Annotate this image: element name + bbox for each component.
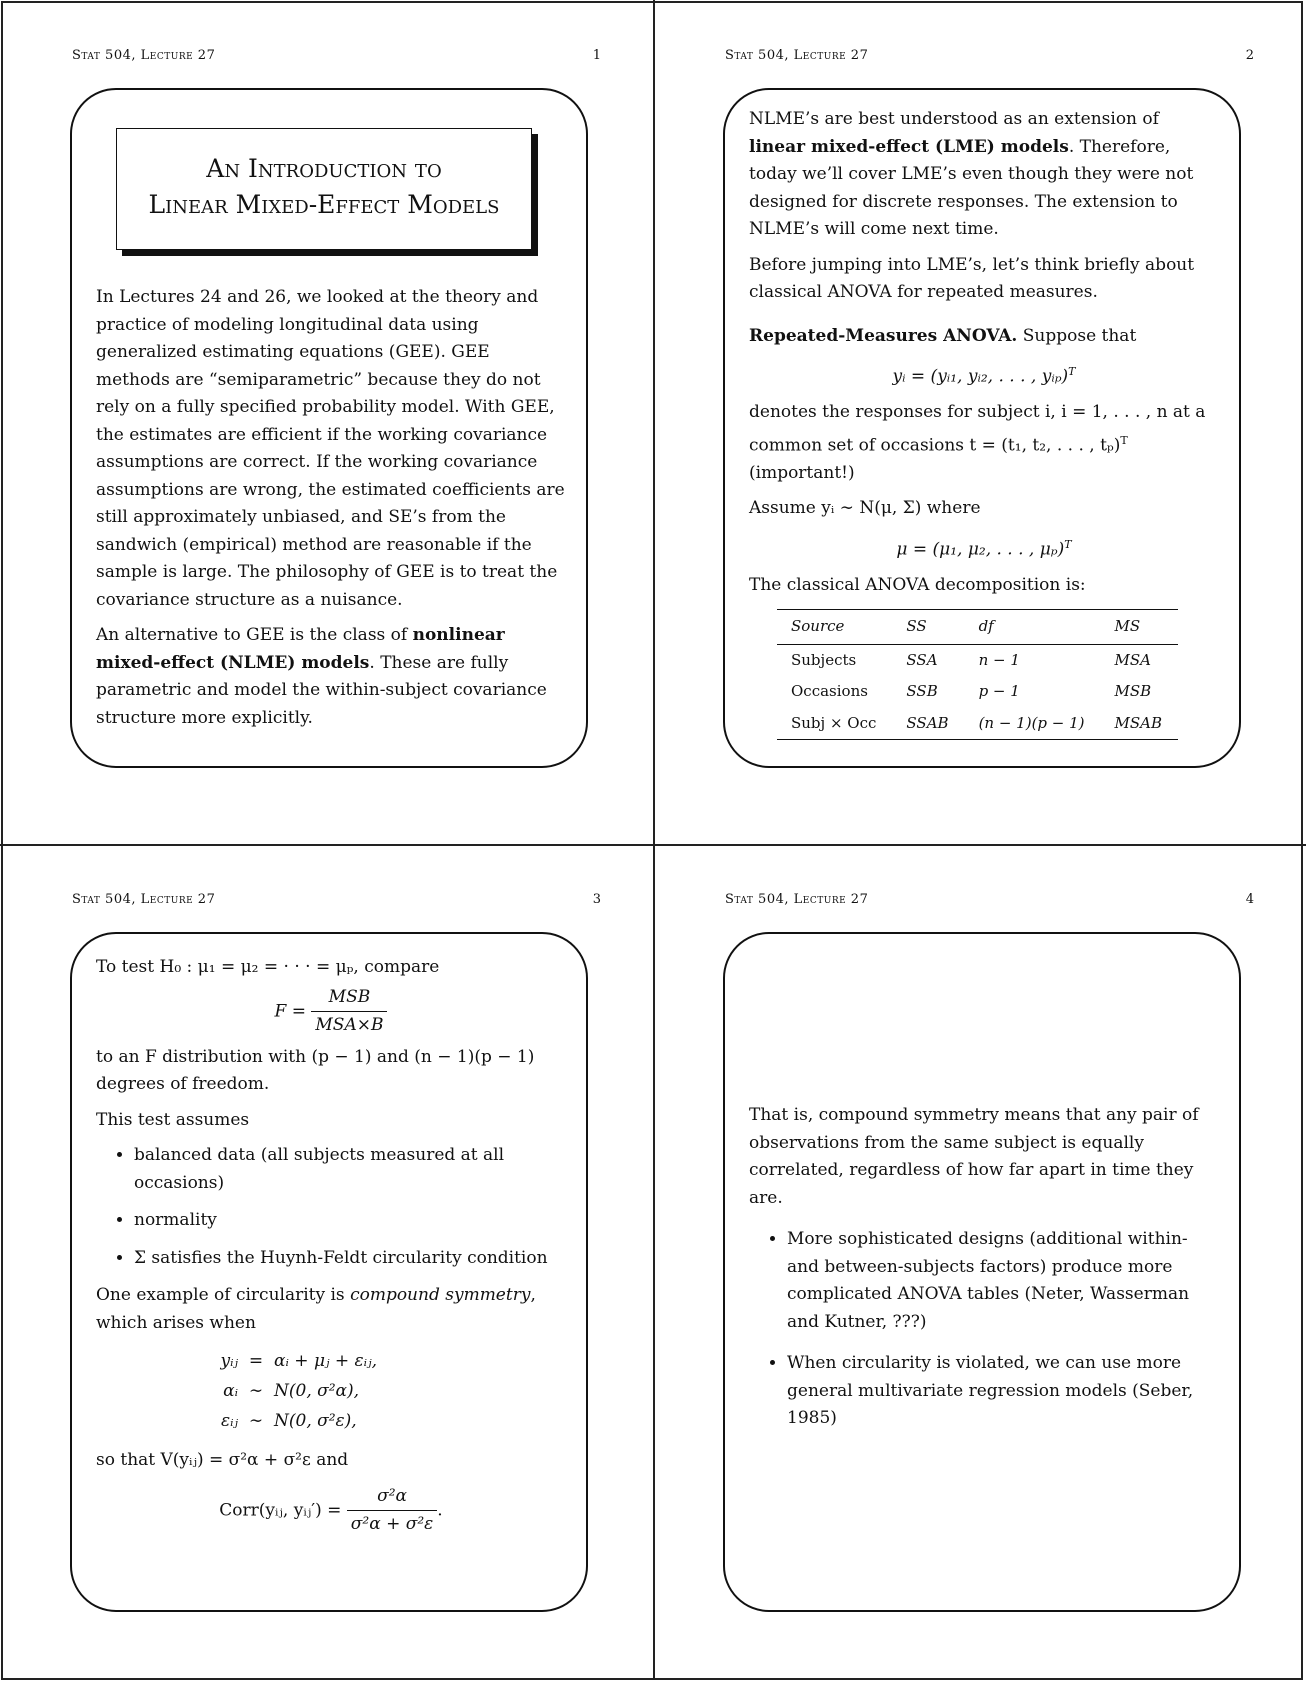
paragraph: To test H₀ : μ₁ = μ₂ = · · · = μₚ, compare — [96, 957, 440, 977]
list-item: • Σ satisfies the Huynh-Feldt circularity condition — [134, 1245, 566, 1273]
table-cell: MSAB — [1101, 708, 1179, 740]
sheet-border — [1, 1, 1303, 1680]
page-number: 2 — [1245, 48, 1254, 63]
column-header: MS — [1101, 610, 1179, 645]
bold-term: nonlinear mixed-effect (NLME) models — [96, 625, 505, 673]
list-item: • balanced data (all subjects measured at all occasions) — [134, 1142, 566, 1197]
equation-y: yᵢ = (yᵢ₁, yᵢ₂, . . . , yᵢₚ)$^T$ — [892, 365, 1076, 387]
page-number: 3 — [592, 892, 601, 907]
list-item: • More sophisticated designs (additional within- and between-subjects factors) produce more complicated ANOVA tables (Neter, Wasserman and Kutner, ???) — [787, 1226, 1219, 1336]
column-header: SS — [892, 610, 964, 645]
table-cell: n − 1 — [978, 650, 1020, 669]
equation-row: αᵢ ∼ N(0, σ²α), — [223, 1381, 360, 1402]
bold-term: linear mixed-effect (LME) models — [749, 136, 1069, 157]
italic-term: compound symmetry — [350, 1285, 531, 1305]
page-header: Stat 504, Lecture 27 — [72, 48, 216, 63]
table-cell: MSB — [1114, 682, 1152, 701]
table-cell: MSA — [1114, 650, 1151, 669]
equation-f: F = $\frac{\text{MSB}}{\text{MSA×B}}$ — [96, 984, 566, 1040]
table-cell: SSAB — [892, 708, 964, 740]
list-item: • normality — [134, 1207, 566, 1235]
table-cell: Subjects — [791, 650, 857, 669]
paragraph: One example of circularity is compound symmetry, which arises when — [96, 1285, 536, 1333]
paragraph: to an F distribution with (p − 1) and (n − 1)(p − 1) degrees of freedom. — [96, 1046, 535, 1094]
column-header: df — [965, 610, 1101, 645]
title-line-2: Linear Mixed-Effect Models — [148, 190, 500, 219]
page-header: Stat 504, Lecture 27 — [72, 892, 216, 907]
paragraph: An alternative to GEE is the class of nonlinear mixed-effect (NLME) models. These are fully parametric and model the within-subject covariance structure more explicitly. — [96, 625, 547, 728]
title-line-1: An Introduction to — [206, 154, 442, 183]
page-header: Stat 504, Lecture 27 — [725, 892, 869, 907]
equation-row: yᵢⱼ = αᵢ + μⱼ + εᵢⱼ, — [220, 1351, 377, 1372]
page-number: 4 — [1245, 892, 1254, 907]
table-cell: (n − 1)(p − 1) — [965, 708, 1101, 740]
table-cell: SSB — [906, 682, 938, 701]
paragraph: denotes the responses for subject i, i = 1, . . . , n at a common set of occasions t = (t₁, t₂, . . . , tₚ)$^T$ (important!) — [749, 402, 1206, 483]
paragraph: In Lectures 24 and 26, we looked at the theory and practice of modeling longitudinal data using generalized estimating equations (GEE). GEE methods are “semiparametric” because they do not rely on a fully specified probability model. With GEE, the estimates are efficient if the working covariance assumptions are correct. If the working covariance assumptions are wrong, the estimated coefficients are still approximately unbiased, and SE’s from the sandwich (empirical) method are reasonable if the sample is large. The philosophy of GEE is to treat the covariance structure as a nuisance. — [96, 287, 565, 610]
list-item: • When circularity is violated, we can use more general multivariate regression models (Seber, 1985) — [787, 1350, 1219, 1433]
page-header: Stat 504, Lecture 27 — [725, 48, 869, 63]
equation-mu: μ = (μ₁, μ₂, . . . , μₚ)$^T$ — [896, 537, 1072, 560]
paragraph: NLME’s are best understood as an extension of linear mixed-effect (LME) models. Therefore, today we’ll cover LME’s even though they were not designed for discrete responses. The extension to NLME’s will come next time. — [749, 109, 1194, 239]
table-cell: p − 1 — [978, 682, 1020, 701]
fraction: $\frac{\text{MSB}}{\text{MSA×B}}$ — [311, 984, 387, 1040]
paragraph: That is, compound symmetry means that any pair of observations from the same subject is equally correlated, regardless of how far apart in time they are. — [749, 1105, 1199, 1208]
paragraph: so that V(yᵢⱼ) = σ²α + σ²ε and — [96, 1450, 349, 1470]
equation-row: εᵢⱼ ∼ N(0, σ²ε), — [220, 1411, 357, 1432]
paragraph: The classical ANOVA decomposition is: — [749, 574, 1086, 595]
paragraph: Repeated-Measures ANOVA. Suppose that — [749, 325, 1137, 346]
fraction: $\frac{\text{σ²α}}{\text{σ²α + σ²ε}}$ — [347, 1483, 438, 1539]
table-cell: Subj × Occ — [777, 708, 892, 740]
table-cell: SSA — [906, 650, 938, 669]
page-number: 1 — [592, 48, 601, 63]
section-heading: Repeated-Measures ANOVA. — [749, 325, 1018, 346]
table-cell: Occasions — [791, 682, 868, 701]
paragraph: This test assumes — [96, 1109, 250, 1130]
paragraph: Assume yᵢ ∼ N(μ, Σ) where — [749, 498, 981, 519]
column-header: Source — [777, 610, 892, 645]
equation-corr: Corr(yᵢⱼ, yᵢⱼ′) = $\frac{\text{σ²α}}{\text{σ²α + σ²ε}}$ . — [96, 1483, 566, 1539]
paragraph: Before jumping into LME’s, let’s think briefly about classical ANOVA for repeated measures. — [749, 254, 1195, 302]
